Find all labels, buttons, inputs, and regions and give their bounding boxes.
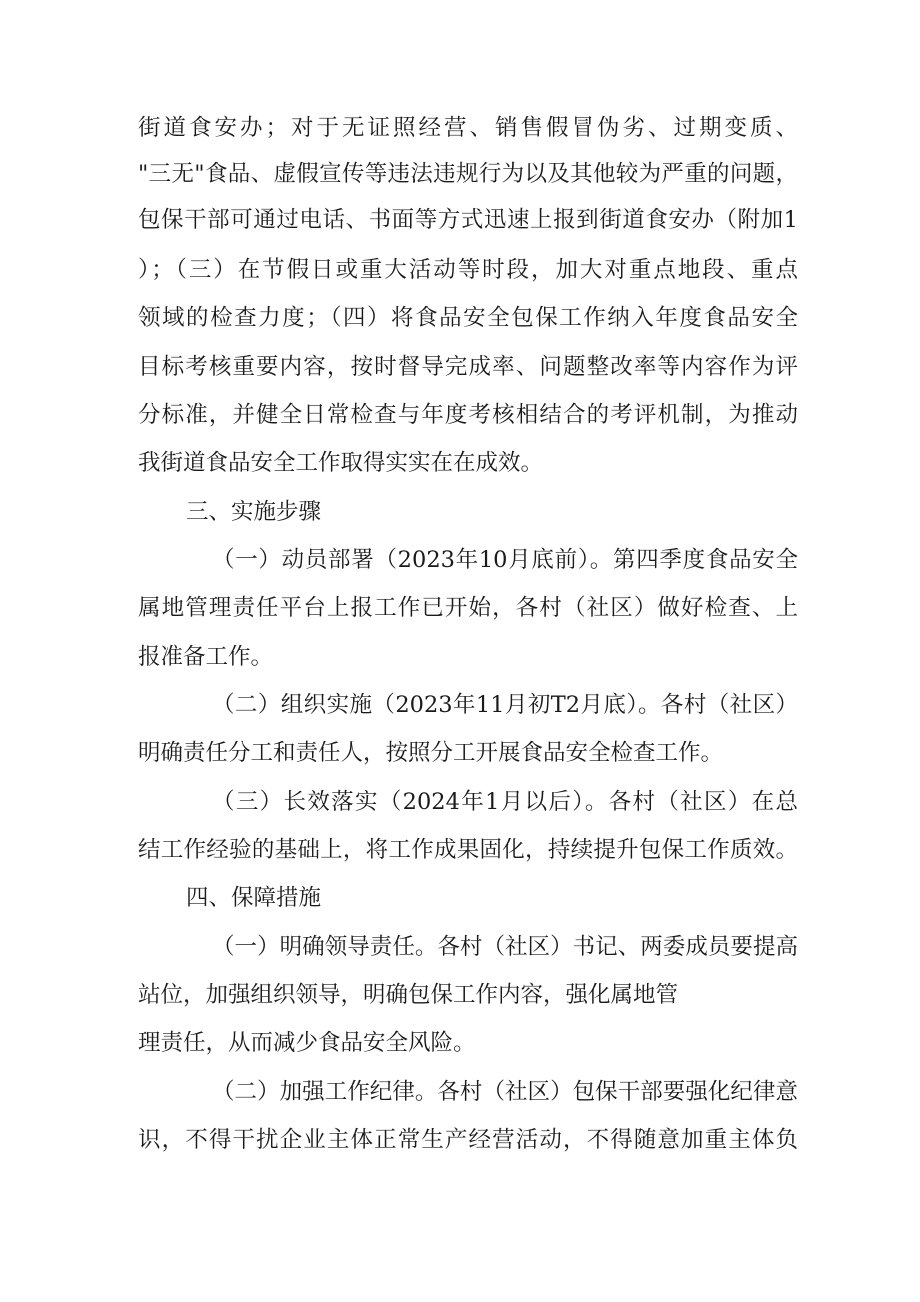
paragraph-line: 理责任，从而减少食品安全风险。 — [138, 1030, 476, 1056]
paragraph-line: 包保干部可通过电话、书面等方式迅速上报到街道食安办（附加1 — [138, 207, 798, 233]
paragraph-line: 属地管理责任平台上报工作已开始，各村（社区）做好检查、上 — [138, 595, 798, 621]
paragraph-line: 我街道食品安全工作取得实实在在成效。 — [138, 450, 544, 476]
paragraph-line: （二）加强工作纪律。各村（社区）包保干部要强化纪律意 — [212, 1079, 798, 1105]
paragraph-line: （二）组织实施（2023年11月初T2月底）。各村（社区） — [212, 692, 798, 718]
paragraph-line: 领域的检查力度；（四）将食品安全包保工作纳入年度食品安全 — [138, 305, 798, 331]
paragraph-line: （三）长效落实（2024年1月以后）。各村（社区）在总 — [212, 789, 798, 815]
paragraph-line: 街道食安办；对于无证照经营、销售假冒伪劣、过期变质、 — [138, 115, 798, 141]
paragraph-line: （一）明确领导责任。各村（社区）书记、两委成员要提高 — [212, 934, 798, 960]
paragraph-line: 报准备工作。 — [138, 644, 274, 670]
paragraph-line: 结工作经验的基础上，将工作成果固化，持续提升包保工作质效。 — [138, 837, 798, 863]
paragraph-line: 分标准，并健全日常检查与年度考核相结合的考评机制，为推动 — [138, 402, 798, 428]
paragraph-line: 站位，加强组织领导，明确包保工作内容，强化属地管 — [138, 982, 679, 1008]
paragraph-line: 目标考核重要内容，按时督导完成率、问题整改率等内容作为评 — [138, 354, 798, 380]
paragraph-line: 明确责任分工和责任人，按照分工开展食品安全检查工作。 — [138, 740, 724, 766]
paragraph-line: ）；（三）在节假日或重大活动等时段，加大对重点地段、重点 — [138, 257, 798, 283]
paragraph-line: （一）动员部署（2023年10月底前）。第四季度食品安全 — [212, 547, 798, 573]
paragraph-line: "三无"食品、虚假宣传等违法违规行为以及其他较为严重的问题， — [138, 161, 798, 187]
section-heading: 四、保障措施 — [186, 885, 322, 911]
section-heading: 三、实施步骤 — [186, 499, 322, 525]
paragraph-line: 识，不得干扰企业主体正常生产经营活动，不得随意加重主体负 — [138, 1127, 798, 1153]
